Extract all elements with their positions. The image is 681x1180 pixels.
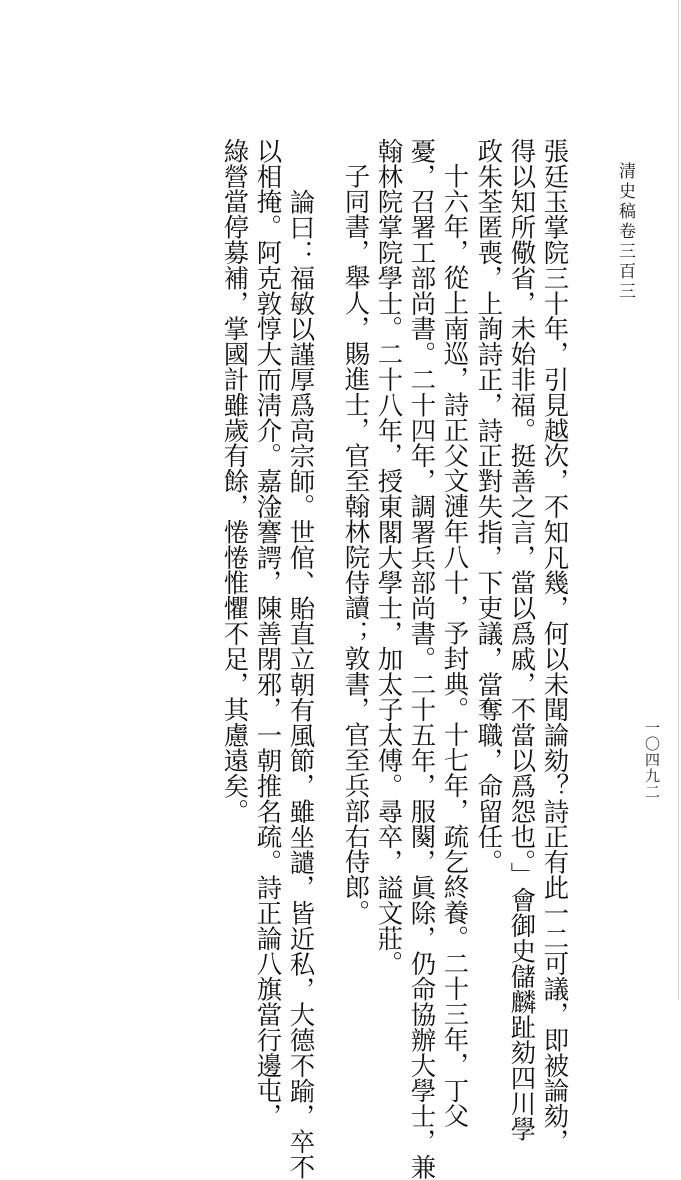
text-line-4: 十六年，從上南巡，詩正父文漣年八十，予封典。十七年，疏乞終養。二十三年，丁父	[440, 163, 471, 1129]
page-number: 一〇四九二	[643, 720, 661, 800]
running-head: 清史稿卷三百三	[615, 162, 635, 302]
text-line-10: 綠營當停募補，掌國計雖歲有餘，惓惓惟懼不足，其慮遠矣。	[220, 138, 251, 824]
text-line-5: 憂，召署工部尚書。二十四年，調署兵部尚書。二十五年，服闋，眞除，仍命協辦大學士，兼	[407, 138, 438, 1180]
text-line-7: 子同書，舉人，賜進士，官至翰林院侍讀；敦書，官至兵部右侍郎。	[341, 163, 372, 925]
text-line-1: 張廷玉掌院三十年，引見越次，不知凡幾，何以未聞論劾？詩正有此一二可議，即被論劾，	[540, 138, 571, 1154]
text-line-6: 翰林院掌院學士。二十八年，授東閣大學士，加太子太傅。尋卒，謚文莊。	[374, 138, 405, 977]
text-line-3: 政朱荃匿喪，上詢詩正，詩正對失指，下吏議，當奪職，命留任。	[474, 138, 505, 875]
text-line-2: 得以知所儆省，未始非福。挺善之言，當以爲戚，不當以爲怨也。」會御史儲麟趾劾四川學	[507, 138, 538, 1142]
text-line-8: 論曰：福敏以謹厚爲高宗師。世倌、貽直立朝有風節，雖坐譴，皆近私，大德不踰，卒不	[286, 189, 317, 1180]
text-line-9: 以相掩。阿克敦惇大而淸介。嘉淦謇諤，陳善閉邪，一朝推名疏。詩正論八旗當行邊屯，	[253, 138, 284, 1129]
scan-edge-line	[678, 0, 679, 1000]
